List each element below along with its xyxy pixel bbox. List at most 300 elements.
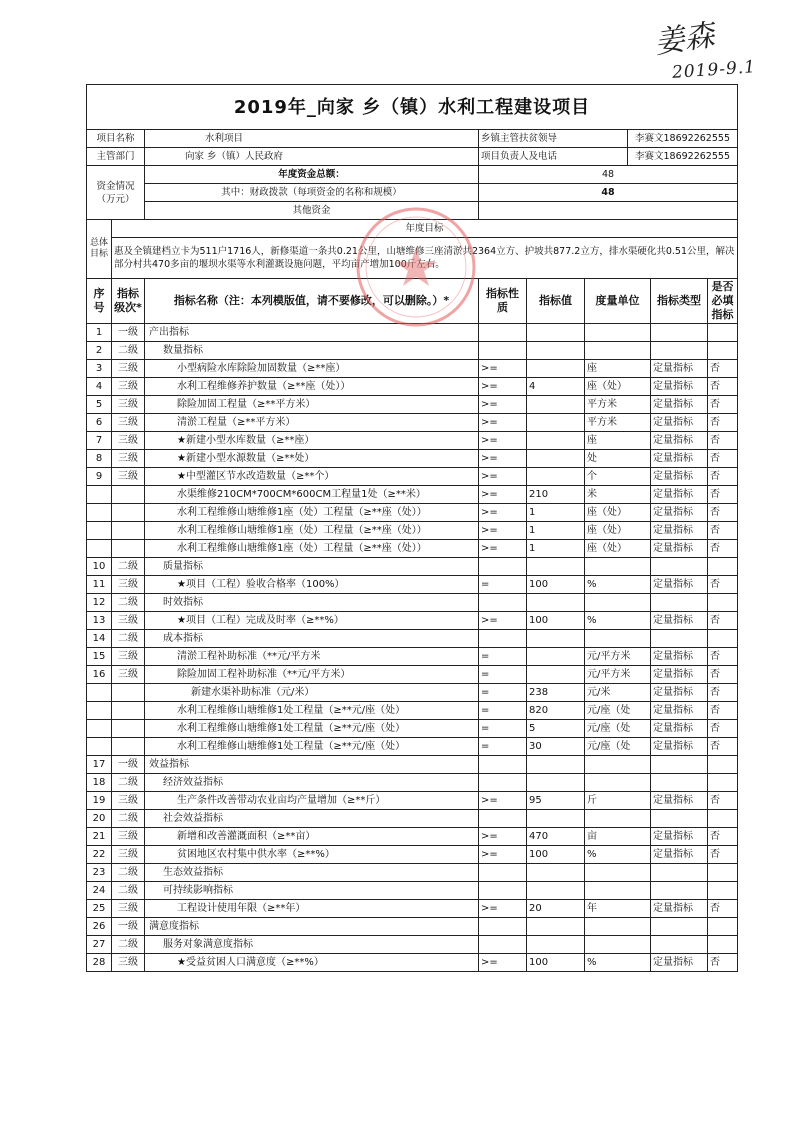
project-name-label: 项目名称 — [87, 130, 145, 148]
row-name: 水利工程维修山塘维修1座（处）工程量（≥**座（处）） — [145, 522, 479, 540]
row-no: 14 — [87, 630, 112, 648]
row-value: 100 — [527, 954, 585, 972]
row-nature: >= — [479, 432, 527, 450]
row-required: 否 — [708, 576, 738, 594]
row-name: 水利工程维修山塘维修1处工程量（≥**元/座（处） — [145, 720, 479, 738]
row-nature — [479, 324, 527, 342]
row-required: 否 — [708, 396, 738, 414]
row-value: 30 — [527, 738, 585, 756]
row-nature: >= — [479, 504, 527, 522]
table-row — [87, 378, 738, 396]
row-no — [87, 522, 112, 540]
row-unit: % — [585, 576, 651, 594]
row-level: 二级 — [112, 936, 145, 954]
row-required: 否 — [708, 414, 738, 432]
funds-label: 资金情况（万元） — [87, 166, 145, 220]
row-nature — [479, 342, 527, 360]
row-unit: 个 — [585, 468, 651, 486]
row-nature — [479, 558, 527, 576]
col-header-required: 是否必填指标 — [708, 279, 738, 324]
row-no: 5 — [87, 396, 112, 414]
row-name: 清淤工程量（≥**平方米） — [145, 414, 479, 432]
row-level: 三级 — [112, 414, 145, 432]
row-value: 100 — [527, 846, 585, 864]
row-no: 18 — [87, 774, 112, 792]
row-nature: >= — [479, 486, 527, 504]
row-name: ★中型灌区节水改造数量（≥**个） — [145, 468, 479, 486]
row-unit: 平方米 — [585, 396, 651, 414]
row-type: 定量指标 — [651, 360, 708, 378]
row-unit: 米 — [585, 486, 651, 504]
row-value — [527, 630, 585, 648]
table-row — [87, 792, 738, 810]
row-type: 定量指标 — [651, 702, 708, 720]
row-value: 1 — [527, 504, 585, 522]
row-no: 10 — [87, 558, 112, 576]
row-type — [651, 918, 708, 936]
annual-total-value: 48 — [479, 166, 738, 184]
row-unit — [585, 882, 651, 900]
row-unit: 处 — [585, 450, 651, 468]
row-no: 27 — [87, 936, 112, 954]
row-type: 定量指标 — [651, 792, 708, 810]
row-name: ★项目（工程）验收合格率（100%） — [145, 576, 479, 594]
row-level — [112, 522, 145, 540]
row-nature: >= — [479, 522, 527, 540]
row-nature — [479, 864, 527, 882]
row-required — [708, 630, 738, 648]
row-unit: 年 — [585, 900, 651, 918]
row-unit — [585, 342, 651, 360]
project-form — [86, 84, 737, 972]
row-unit — [585, 864, 651, 882]
row-name: 效益指标 — [145, 756, 479, 774]
row-no: 9 — [87, 468, 112, 486]
row-value — [527, 864, 585, 882]
row-no — [87, 702, 112, 720]
col-header-name: 指标名称（注：本列模版值，请不要修改，可以删除。）* — [145, 279, 479, 324]
row-unit: 元/米 — [585, 684, 651, 702]
row-required — [708, 882, 738, 900]
row-required: 否 — [708, 954, 738, 972]
table-row — [87, 558, 738, 576]
row-value — [527, 468, 585, 486]
table-row — [87, 612, 738, 630]
row-required: 否 — [708, 522, 738, 540]
row-required: 否 — [708, 738, 738, 756]
row-nature: = — [479, 666, 527, 684]
row-required — [708, 342, 738, 360]
row-no: 19 — [87, 792, 112, 810]
owner-value: 李赛文18692262555 — [628, 148, 738, 166]
row-type: 定量指标 — [651, 666, 708, 684]
row-level: 二级 — [112, 774, 145, 792]
table-row — [87, 702, 738, 720]
table-row — [87, 468, 738, 486]
row-level: 二级 — [112, 864, 145, 882]
row-level: 三级 — [112, 666, 145, 684]
row-name: 数量指标 — [145, 342, 479, 360]
row-nature: = — [479, 702, 527, 720]
row-value: 20 — [527, 900, 585, 918]
row-nature: >= — [479, 954, 527, 972]
row-name: 时效指标 — [145, 594, 479, 612]
row-required: 否 — [708, 378, 738, 396]
row-required — [708, 774, 738, 792]
row-name: 水利工程维修山塘维修1处工程量（≥**元/座（处） — [145, 702, 479, 720]
row-unit: 座（处） — [585, 504, 651, 522]
row-no: 23 — [87, 864, 112, 882]
row-value — [527, 450, 585, 468]
row-nature: >= — [479, 450, 527, 468]
row-required: 否 — [708, 702, 738, 720]
row-required: 否 — [708, 684, 738, 702]
table-row — [87, 864, 738, 882]
row-name: 除险加固工程量（≥**平方米） — [145, 396, 479, 414]
row-name: 水利工程维修山塘维修1处工程量（≥**元/座（处） — [145, 738, 479, 756]
row-type — [651, 810, 708, 828]
row-no: 4 — [87, 378, 112, 396]
row-value — [527, 558, 585, 576]
row-unit: % — [585, 846, 651, 864]
row-type: 定量指标 — [651, 450, 708, 468]
row-level: 三级 — [112, 468, 145, 486]
row-level — [112, 540, 145, 558]
dept-label: 主管部门 — [87, 148, 145, 166]
row-name: 生态效益指标 — [145, 864, 479, 882]
row-level: 二级 — [112, 342, 145, 360]
goal-text: 惠及全镇建档立卡为511户1716人，新修渠道一条共0.21公里，山塘维修三座清淤共2364立方、护坡共877.2立方，排水渠硬化共0.51公里，解决部分村共470多亩的堰坝水渠等水利灌溉设施问题，平均亩产增加100斤左右。 — [112, 238, 738, 279]
table-row — [87, 360, 738, 378]
row-level: 二级 — [112, 630, 145, 648]
project-name-value: 水利项目 — [145, 130, 479, 148]
row-value — [527, 756, 585, 774]
signature-name: 姜森 — [652, 17, 717, 61]
table-row — [87, 504, 738, 522]
row-type: 定量指标 — [651, 828, 708, 846]
row-nature: >= — [479, 612, 527, 630]
row-name: 社会效益指标 — [145, 810, 479, 828]
row-nature: >= — [479, 468, 527, 486]
table-row — [87, 918, 738, 936]
table-row — [87, 414, 738, 432]
annual-total-label: 年度资金总额： — [145, 166, 479, 184]
row-unit — [585, 558, 651, 576]
row-name: 水利工程维修养护数量（≥**座（处）） — [145, 378, 479, 396]
table-row — [87, 342, 738, 360]
row-unit: 座 — [585, 360, 651, 378]
row-name: 新增和改善灌溉面积（≥**亩） — [145, 828, 479, 846]
col-header-no: 序号 — [87, 279, 112, 324]
row-required: 否 — [708, 432, 738, 450]
row-value: 238 — [527, 684, 585, 702]
row-level: 三级 — [112, 900, 145, 918]
row-unit: 斤 — [585, 792, 651, 810]
row-type — [651, 774, 708, 792]
row-required: 否 — [708, 612, 738, 630]
row-nature: >= — [479, 360, 527, 378]
row-name: 贫困地区农村集中供水率（≥**%） — [145, 846, 479, 864]
row-unit: 元/座（处 — [585, 720, 651, 738]
row-nature: >= — [479, 396, 527, 414]
row-type — [651, 342, 708, 360]
table-row — [87, 450, 738, 468]
row-required: 否 — [708, 666, 738, 684]
row-value — [527, 414, 585, 432]
row-type: 定量指标 — [651, 612, 708, 630]
table-row — [87, 666, 738, 684]
row-required — [708, 810, 738, 828]
row-type: 定量指标 — [651, 522, 708, 540]
row-value — [527, 918, 585, 936]
row-no: 7 — [87, 432, 112, 450]
table-row — [87, 396, 738, 414]
row-type: 定量指标 — [651, 468, 708, 486]
row-level: 三级 — [112, 576, 145, 594]
row-unit — [585, 774, 651, 792]
col-header-unit: 度量单位 — [585, 279, 651, 324]
row-required — [708, 756, 738, 774]
row-type — [651, 594, 708, 612]
row-nature: >= — [479, 846, 527, 864]
goal-label: 总体目标 — [87, 220, 112, 279]
row-level — [112, 684, 145, 702]
row-nature: >= — [479, 414, 527, 432]
row-no — [87, 720, 112, 738]
row-name: 新建水渠补助标准（元/米） — [145, 684, 479, 702]
row-name: ★项目（工程）完成及时率（≥**%） — [145, 612, 479, 630]
col-header-value: 指标值 — [527, 279, 585, 324]
row-value — [527, 360, 585, 378]
row-no: 16 — [87, 666, 112, 684]
row-value: 95 — [527, 792, 585, 810]
row-required: 否 — [708, 486, 738, 504]
row-level: 三级 — [112, 396, 145, 414]
row-required: 否 — [708, 900, 738, 918]
table-row — [87, 828, 738, 846]
page-title: 2019年_向家 乡（镇）水利工程建设项目 — [87, 85, 738, 130]
table-row — [87, 756, 738, 774]
table-row — [87, 486, 738, 504]
row-no: 24 — [87, 882, 112, 900]
row-value: 1 — [527, 540, 585, 558]
row-no — [87, 504, 112, 522]
row-no: 17 — [87, 756, 112, 774]
row-nature: = — [479, 576, 527, 594]
handwritten-signature — [650, 10, 770, 85]
row-name: 生产条件改善带动农业亩均产量增加（≥**斤） — [145, 792, 479, 810]
row-unit — [585, 918, 651, 936]
table-row — [87, 648, 738, 666]
row-value: 210 — [527, 486, 585, 504]
row-required: 否 — [708, 450, 738, 468]
row-required: 否 — [708, 846, 738, 864]
row-unit — [585, 810, 651, 828]
row-no: 15 — [87, 648, 112, 666]
row-level: 三级 — [112, 792, 145, 810]
row-no: 21 — [87, 828, 112, 846]
row-required: 否 — [708, 828, 738, 846]
row-level: 三级 — [112, 378, 145, 396]
row-type: 定量指标 — [651, 486, 708, 504]
row-name: 服务对象满意度指标 — [145, 936, 479, 954]
row-unit — [585, 936, 651, 954]
row-level: 二级 — [112, 558, 145, 576]
row-unit — [585, 630, 651, 648]
row-nature: >= — [479, 900, 527, 918]
row-name: ★受益贫困人口满意度（≥**%） — [145, 954, 479, 972]
row-nature: >= — [479, 792, 527, 810]
row-name: 水利工程维修山塘维修1座（处）工程量（≥**座（处）） — [145, 504, 479, 522]
row-value: 820 — [527, 702, 585, 720]
row-required: 否 — [708, 504, 738, 522]
row-value: 100 — [527, 612, 585, 630]
row-no: 26 — [87, 918, 112, 936]
table-row — [87, 540, 738, 558]
row-required — [708, 936, 738, 954]
row-type — [651, 882, 708, 900]
table-row — [87, 774, 738, 792]
row-nature — [479, 630, 527, 648]
table-row — [87, 954, 738, 972]
row-level — [112, 720, 145, 738]
row-level: 一级 — [112, 756, 145, 774]
table-row — [87, 684, 738, 702]
row-no: 3 — [87, 360, 112, 378]
row-unit: 元/座（处 — [585, 702, 651, 720]
table-row — [87, 846, 738, 864]
row-value — [527, 324, 585, 342]
row-value — [527, 882, 585, 900]
row-no: 22 — [87, 846, 112, 864]
row-level: 三级 — [112, 846, 145, 864]
row-no: 20 — [87, 810, 112, 828]
row-unit: 元/平方米 — [585, 666, 651, 684]
row-level: 二级 — [112, 810, 145, 828]
row-type: 定量指标 — [651, 846, 708, 864]
row-value — [527, 666, 585, 684]
table-row — [87, 738, 738, 756]
row-value: 5 — [527, 720, 585, 738]
row-unit — [585, 594, 651, 612]
row-type: 定量指标 — [651, 378, 708, 396]
row-required: 否 — [708, 468, 738, 486]
row-level: 三级 — [112, 954, 145, 972]
goal-header: 年度目标 — [112, 220, 738, 238]
row-type — [651, 756, 708, 774]
row-nature — [479, 756, 527, 774]
table-row — [87, 936, 738, 954]
row-no: 25 — [87, 900, 112, 918]
row-value: 4 — [527, 378, 585, 396]
leader-label: 乡镇主管扶贫领导 — [479, 130, 628, 148]
row-type: 定量指标 — [651, 414, 708, 432]
row-level — [112, 486, 145, 504]
row-name: 成本指标 — [145, 630, 479, 648]
row-value — [527, 396, 585, 414]
table-row — [87, 900, 738, 918]
row-level: 一级 — [112, 324, 145, 342]
table-row — [87, 882, 738, 900]
row-unit: 座（处） — [585, 540, 651, 558]
row-required: 否 — [708, 792, 738, 810]
row-type — [651, 630, 708, 648]
signature-date: 2019-9.1 — [671, 57, 757, 83]
row-nature — [479, 774, 527, 792]
row-level — [112, 702, 145, 720]
row-value: 1 — [527, 522, 585, 540]
row-nature: = — [479, 720, 527, 738]
row-required — [708, 558, 738, 576]
row-level: 三级 — [112, 612, 145, 630]
row-name: 满意度指标 — [145, 918, 479, 936]
leader-value: 李赛文18692262555 — [628, 130, 738, 148]
row-required: 否 — [708, 540, 738, 558]
row-required: 否 — [708, 720, 738, 738]
row-no: 11 — [87, 576, 112, 594]
row-unit: % — [585, 612, 651, 630]
table-row — [87, 576, 738, 594]
row-level: 三级 — [112, 828, 145, 846]
row-unit: 元/平方米 — [585, 648, 651, 666]
row-nature: = — [479, 684, 527, 702]
row-no — [87, 540, 112, 558]
row-type: 定量指标 — [651, 900, 708, 918]
row-nature — [479, 936, 527, 954]
row-name: 清淤工程补助标准（**元/平方米 — [145, 648, 479, 666]
row-nature: >= — [479, 378, 527, 396]
row-no: 28 — [87, 954, 112, 972]
row-nature — [479, 594, 527, 612]
row-unit: 亩 — [585, 828, 651, 846]
row-type — [651, 864, 708, 882]
row-value — [527, 342, 585, 360]
row-name: 经济效益指标 — [145, 774, 479, 792]
row-required — [708, 918, 738, 936]
row-name: ★新建小型水库数量（≥**座） — [145, 432, 479, 450]
row-no: 2 — [87, 342, 112, 360]
col-header-type: 指标类型 — [651, 279, 708, 324]
table-row — [87, 432, 738, 450]
table-row — [87, 594, 738, 612]
row-unit: % — [585, 954, 651, 972]
row-unit: 元/座（处 — [585, 738, 651, 756]
row-no: 8 — [87, 450, 112, 468]
row-type: 定量指标 — [651, 396, 708, 414]
row-level: 三级 — [112, 360, 145, 378]
row-required: 否 — [708, 360, 738, 378]
row-type: 定量指标 — [651, 432, 708, 450]
row-nature: = — [479, 738, 527, 756]
row-level: 二级 — [112, 594, 145, 612]
row-level: 三级 — [112, 648, 145, 666]
col-header-level: 指标级次* — [112, 279, 145, 324]
row-name: 可持续影响指标 — [145, 882, 479, 900]
row-level: 三级 — [112, 450, 145, 468]
row-name: ★新建小型水源数量（≥**处） — [145, 450, 479, 468]
table-row — [87, 630, 738, 648]
row-level — [112, 504, 145, 522]
row-nature — [479, 810, 527, 828]
dept-value: 向家 乡（镇）人民政府 — [145, 148, 479, 166]
row-name: 水渠维修210CM*700CM*600CM工程量1处（≥**米） — [145, 486, 479, 504]
row-no: 1 — [87, 324, 112, 342]
table-row — [87, 324, 738, 342]
row-nature: >= — [479, 540, 527, 558]
row-type: 定量指标 — [651, 648, 708, 666]
row-type — [651, 324, 708, 342]
row-type: 定量指标 — [651, 720, 708, 738]
